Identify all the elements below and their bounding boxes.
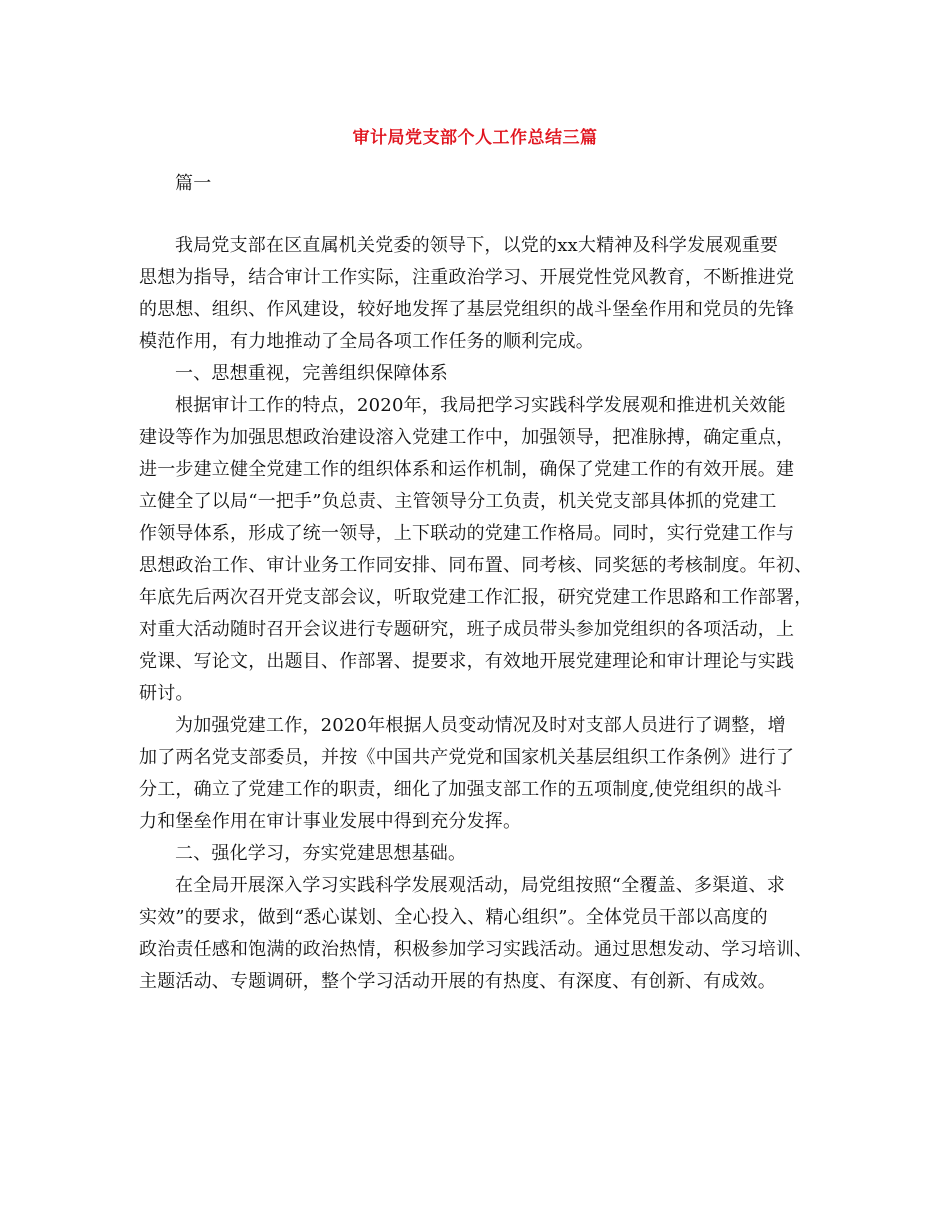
paragraph-line: 主题活动、专题调研，整个学习活动开展的有热度、有深度、有创新、有成效。 xyxy=(139,971,776,992)
paragraph-line: 为加强党建工作，2020年根据人员变动情况及时对支部人员进行了调整，增 xyxy=(175,715,786,736)
paragraph-line: 对重大活动随时召开会议进行专题研究，班子成员带头参加党组织的各项活动，上 xyxy=(139,619,795,640)
paragraph-line: 加了两名党支部委员，并按《中国共产党党和国家机关基层组织工作条例》进行了 xyxy=(139,747,795,768)
paragraph-line: 我局党支部在区直属机关党委的领导下，以党的xx大精神及科学发展观重要 xyxy=(175,235,779,256)
section-heading: 二、强化学习，夯实党建思想基础。 xyxy=(175,843,467,864)
document-title: 审计局党支部个人工作总结三篇 xyxy=(352,128,598,148)
paragraph-line: 政治责任感和饱满的政治热情，积极参加学习实践活动。通过思想发动、学习培训、 xyxy=(139,939,813,960)
paragraph-line: 实效”的要求，做到“悉心谋划、全心投入、精心组织”。全体党员干部以高度的 xyxy=(139,907,768,928)
paragraph-line: 研讨。 xyxy=(139,683,194,704)
paragraph-line: 力和堡垒作用在审计事业发展中得到充分发挥。 xyxy=(139,811,522,832)
paragraph-line: 党课、写论文，出题目、作部署、提要求，有效地开展党建理论和审计理论与实践 xyxy=(139,651,795,672)
paragraph-line: 年底先后两次召开党支部会议，听取党建工作汇报，研究党建工作思路和工作部署， xyxy=(139,587,813,608)
paragraph-line: 分工，确立了党建工作的职责，细化了加强支部工作的五项制度,使党组织的战斗 xyxy=(139,779,782,800)
paragraph-line: 进一步建立健全党建工作的组织体系和运作机制，确保了党建工作的有效开展。建 xyxy=(139,459,795,480)
paragraph-line: 建设等作为加强思想政治建设溶入党建工作中，加强领导，把准脉搏，确定重点， xyxy=(139,427,795,448)
section-heading: 一、思想重视，完善组织保障体系 xyxy=(175,363,448,384)
section-label: 篇一 xyxy=(175,173,212,194)
paragraph-line: 根据审计工作的特点，2020年，我局把学习实践科学发展观和推进机关效能 xyxy=(175,395,786,416)
paragraph-line: 思想政治工作、审计业务工作同安排、同布置、同考核、同奖惩的考核制度。年初、 xyxy=(139,555,813,576)
paragraph-line: 的思想、组织、作风建设，较好地发挥了基层党组织的战斗堡垒作用和党员的先锋 xyxy=(139,299,795,320)
paragraph-line: 模范作用，有力地推动了全局各项工作任务的顺利完成。 xyxy=(139,331,594,352)
paragraph-line: 立健全了以局“一把手”负总责、主管领导分工负责，机关党支部具体抓的党建工 xyxy=(139,491,777,512)
paragraph-line: 在全局开展深入学习实践科学发展观活动，局党组按照“全覆盖、多渠道、求 xyxy=(175,875,785,896)
paragraph-line: 作领导体系，形成了统一领导，上下联动的党建工作格局。同时，实行党建工作与 xyxy=(139,523,795,544)
paragraph-line: 思想为指导，结合审计工作实际，注重政治学习、开展党性党风教育，不断推进党 xyxy=(139,267,795,288)
